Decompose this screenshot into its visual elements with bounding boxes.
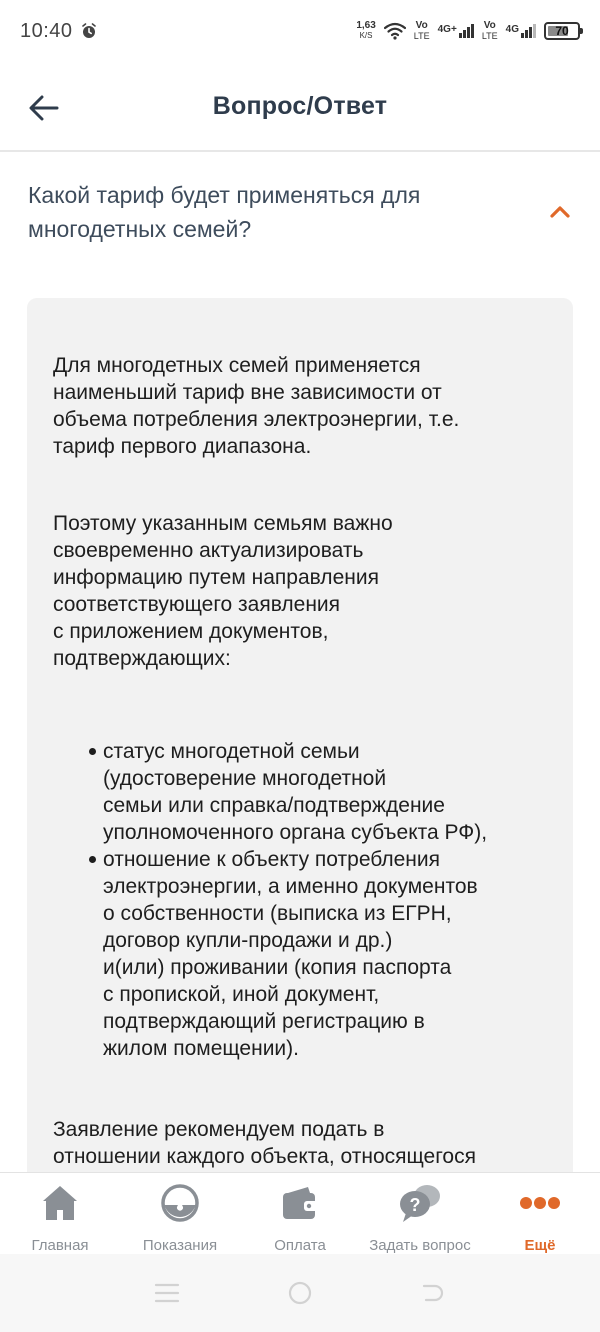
home-system-button[interactable] xyxy=(280,1273,320,1313)
battery-level: 70 xyxy=(555,24,569,38)
page-title: Вопрос/Ответ xyxy=(212,91,388,120)
signal-bar xyxy=(525,30,528,38)
home-icon xyxy=(38,1181,82,1225)
signal-bar xyxy=(533,24,536,38)
meter-icon xyxy=(158,1181,202,1225)
answer-paragraph-1: Для многодетных семей применяется наименьший тариф вне зависимости от объема потребления электроэнергии, т.е. тариф первого диапазона. xyxy=(53,354,460,458)
signal-icon-sim2: 4G xyxy=(506,24,536,38)
signal-bar xyxy=(459,33,462,38)
signal-bar xyxy=(471,24,474,38)
status-indicators xyxy=(356,21,580,41)
answer-paragraph-3: Заявление рекомендуем подать в отношении каждого объекта, относящегося xyxy=(53,1118,476,1168)
list-item: статус многодетной семьи (удостоверение многодетной семьи или справка/подтверждение уполномоченного органа субъекта РФ), xyxy=(89,738,547,846)
app-header xyxy=(0,62,600,152)
chevron-up-icon[interactable] xyxy=(548,202,572,222)
more-dots-icon xyxy=(518,1181,562,1225)
network-speed: 1,63 K/S xyxy=(356,20,376,40)
circle-icon xyxy=(287,1280,313,1306)
svg-text:?: ? xyxy=(409,1195,421,1215)
signal-bar xyxy=(467,27,470,38)
faq-answer xyxy=(27,298,573,1198)
recent-apps-button[interactable] xyxy=(147,1273,187,1313)
back-system-button[interactable] xyxy=(413,1273,453,1313)
signal-bar xyxy=(463,30,466,38)
status-bar xyxy=(0,0,600,62)
answer-bullet-list xyxy=(53,738,547,1062)
nav-label-more: Ещё xyxy=(524,1237,556,1254)
volte-indicator-2: Vo LTE xyxy=(481,20,498,41)
menu-lines-icon xyxy=(154,1282,180,1304)
arrow-left-icon xyxy=(29,95,59,121)
faq-question[interactable] xyxy=(28,178,572,246)
nav-item-more[interactable] xyxy=(480,1173,600,1254)
signal-icon-sim1: 4G+ xyxy=(438,24,474,38)
back-curve-icon xyxy=(420,1281,446,1305)
volte-indicator-1: Vo LTE xyxy=(413,20,430,41)
wallet-icon xyxy=(278,1181,322,1225)
nav-item-payment[interactable] xyxy=(240,1173,360,1254)
signal-bar xyxy=(529,27,532,38)
nav-item-ask-question[interactable] xyxy=(360,1173,480,1254)
bottom-navigation xyxy=(0,1172,600,1254)
nav-label-payment: Оплата xyxy=(274,1237,326,1254)
nav-item-readings[interactable] xyxy=(120,1173,240,1254)
signal-bar xyxy=(521,33,524,38)
wifi-icon xyxy=(384,22,406,40)
alarm-icon xyxy=(81,23,97,39)
nav-label-home: Главная xyxy=(31,1237,89,1254)
back-button[interactable] xyxy=(28,92,60,124)
battery-icon xyxy=(544,22,580,40)
nav-label-ask-question: Задать вопрос xyxy=(369,1237,471,1254)
list-item: отношение к объекту потребления электроэнергии, а именно документов о собственности (выписка из ЕГРН, договор купли-продажи и др.) и(или) проживании (копия паспорта с пропиской, иной документ, подтверждающий регистрацию в жилом помещении). xyxy=(89,846,547,1062)
chat-question-icon xyxy=(398,1181,442,1225)
faq-question-text: Какой тариф будет применяться для многодетных семей? xyxy=(28,182,421,242)
answer-paragraph-2: Поэтому указанным семьям важно своевременно актуализировать информацию путем направления соответствующего заявления с приложением документов, подтверждающих: xyxy=(53,512,393,670)
status-time: 10:40 xyxy=(20,19,73,42)
nav-label-readings: Показания xyxy=(142,1237,218,1254)
nav-item-home[interactable] xyxy=(0,1173,120,1254)
system-navigation-bar xyxy=(0,1254,600,1332)
